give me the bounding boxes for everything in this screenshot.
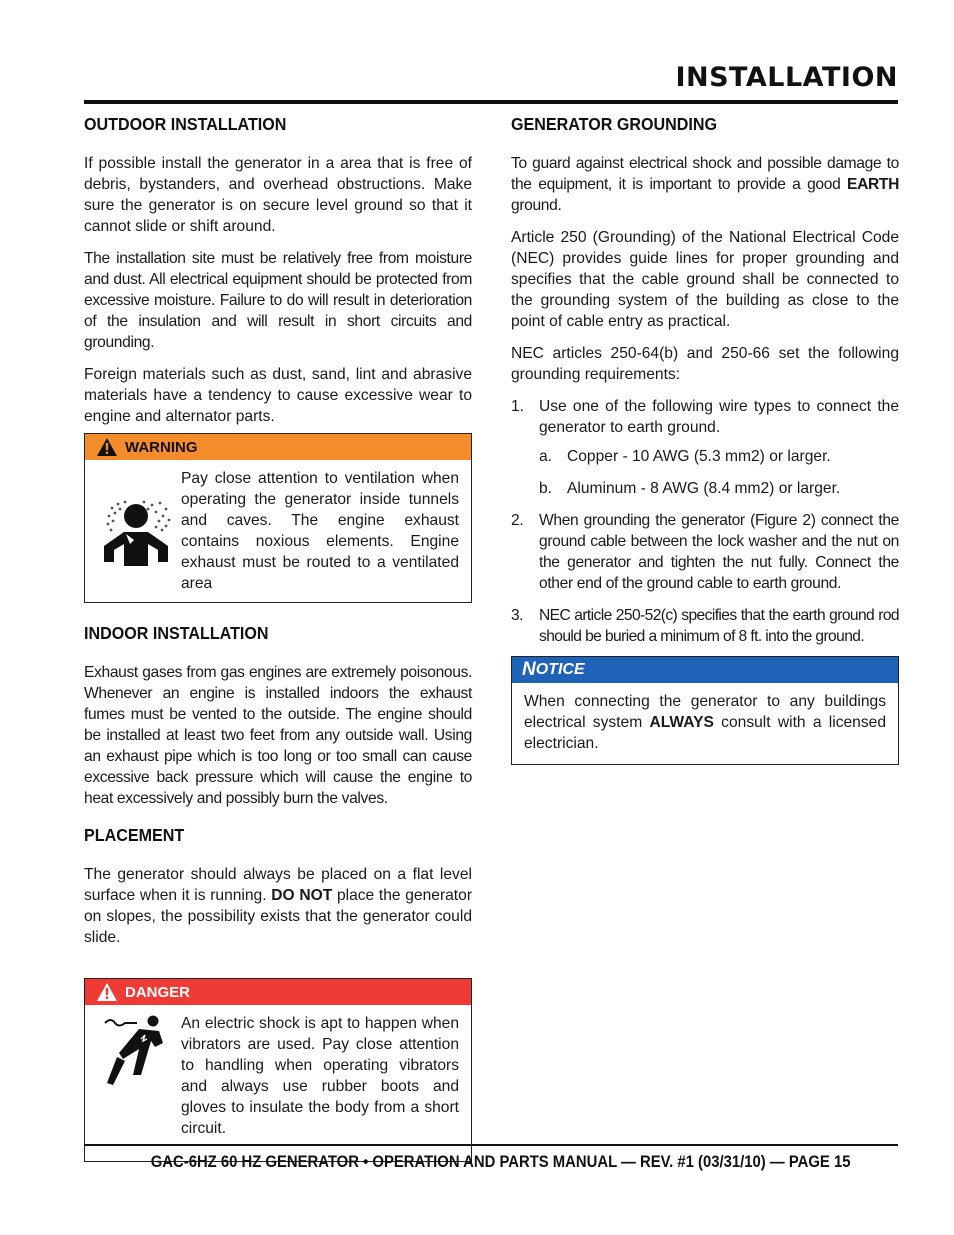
notice-text: When connecting the generator to any buildings electrical system ALWAYS consult with a licensed electrician. <box>524 693 886 752</box>
grounding-paragraph-1: To guard against electrical shock and possible damage to the equipment, it is important to provide a good EARTH ground. <box>511 155 899 214</box>
outdoor-paragraph-2: The installation site must be relatively free from moisture and dust. All electrical equipment should be protected from excessive moisture. Failure to do will result in deterioration of the insulation and will result in short circuits and grounding. <box>84 250 472 351</box>
danger-label: DANGER <box>125 983 191 1001</box>
always-emphasis: ALWAYS <box>649 714 714 731</box>
right-column <box>511 112 899 765</box>
footer-rule <box>84 1144 898 1146</box>
warning-header <box>85 434 471 460</box>
exhaust-hazard-icon <box>95 468 181 594</box>
list-item: 1. Use one of the following wire types to connect the generator to earth ground. a. Copper - 10 AWG (5.3 mm2) or larger. b. Aluminum - 8 AWG (8.4 mm2) or larger. <box>511 398 899 497</box>
header-rule <box>84 100 898 104</box>
danger-header <box>85 979 471 1005</box>
danger-text: An electric shock is apt to happen when vibrators are used. Pay close attention to handling when operating vibrators and always use rubber boots and gloves to insulate the body from a short circuit. <box>181 1015 459 1137</box>
danger-box <box>84 978 472 1162</box>
electric-shock-icon <box>95 1013 181 1139</box>
warning-box <box>84 433 472 603</box>
list-item: 2. When grounding the generator (Figure 2) connect the ground cable between the lock washer and the nut on the generator and tighten the nut fully. Connect the other end of the ground cable to earth ground. <box>511 512 899 592</box>
danger-triangle-icon <box>97 983 117 1001</box>
outdoor-heading: OUTDOOR INSTALLATION <box>84 114 287 134</box>
do-not-emphasis: DO NOT <box>271 887 333 904</box>
grounding-requirements-list <box>511 396 899 647</box>
notice-header <box>512 657 898 683</box>
warning-text: Pay close attention to ventilation when operating the generator inside tunnels and caves. The engine exhaust contains noxious elements. Engine exhaust must be routed to a ventilated area <box>181 470 459 592</box>
placement-heading: PLACEMENT <box>84 825 185 845</box>
grounding-paragraph-3: NEC articles 250-64(b) and 250-66 set the following grounding requirements: <box>511 345 899 383</box>
sub-list-item: a. Copper - 10 AWG (5.3 mm2) or larger. <box>539 448 831 465</box>
warning-label: WARNING <box>125 438 198 456</box>
page-footer: GAC-6HZ 60 HZ GENERATOR • OPERATION AND PARTS MANUAL — REV. #1 (03/31/10) — PAGE 15 <box>150 1153 850 1171</box>
outdoor-paragraph-3: Foreign materials such as dust, sand, lint and abrasive materials have a tendency to cause excessive wear to engine and alternator parts. <box>84 366 472 425</box>
placement-paragraph: The generator should always be placed on a flat level surface when it is running. DO NOT place the generator on slopes, the possibility exists that the generator could slide. <box>84 866 473 946</box>
sub-list-item: b. Aluminum - 8 AWG (8.4 mm2) or larger. <box>539 480 841 497</box>
left-column <box>84 112 472 1162</box>
notice-label: OTICE <box>535 661 585 678</box>
warning-triangle-icon <box>97 438 117 456</box>
page-title: INSTALLATION <box>675 62 898 93</box>
notice-box <box>511 656 899 765</box>
grounding-heading: GENERATOR GROUNDING <box>511 114 718 134</box>
earth-emphasis: EARTH <box>847 176 899 193</box>
list-item: 3. NEC article 250-52(c) specifies that the earth ground rod should be buried a minimum of 8 ft. into the ground. <box>511 607 899 645</box>
indoor-heading: INDOOR INSTALLATION <box>84 623 269 643</box>
outdoor-paragraph-1: If possible install the generator in a area that is free of debris, bystanders, and overhead obstructions. Make sure the generator is on secure level ground so that it cannot slide or shift around. <box>84 155 472 235</box>
grounding-paragraph-2: Article 250 (Grounding) of the National Electrical Code (NEC) provides guide lines for proper grounding and specifies that the cable ground shall be connected to the grounding system of the building as close to the point of cable entry as practical. <box>511 229 899 330</box>
notice-label-initial: N <box>522 659 536 680</box>
indoor-paragraph: Exhaust gases from gas engines are extremely poisonous. Whenever an engine is installed indoors the exhaust fumes must be vented to the outside. The engine should be installed at least two feet from any outside wall. Using an exhaust pipe which is too long or too small can cause excessive back pressure which will cause the engine to heat excessively and possibly burn the valves. <box>84 664 472 807</box>
